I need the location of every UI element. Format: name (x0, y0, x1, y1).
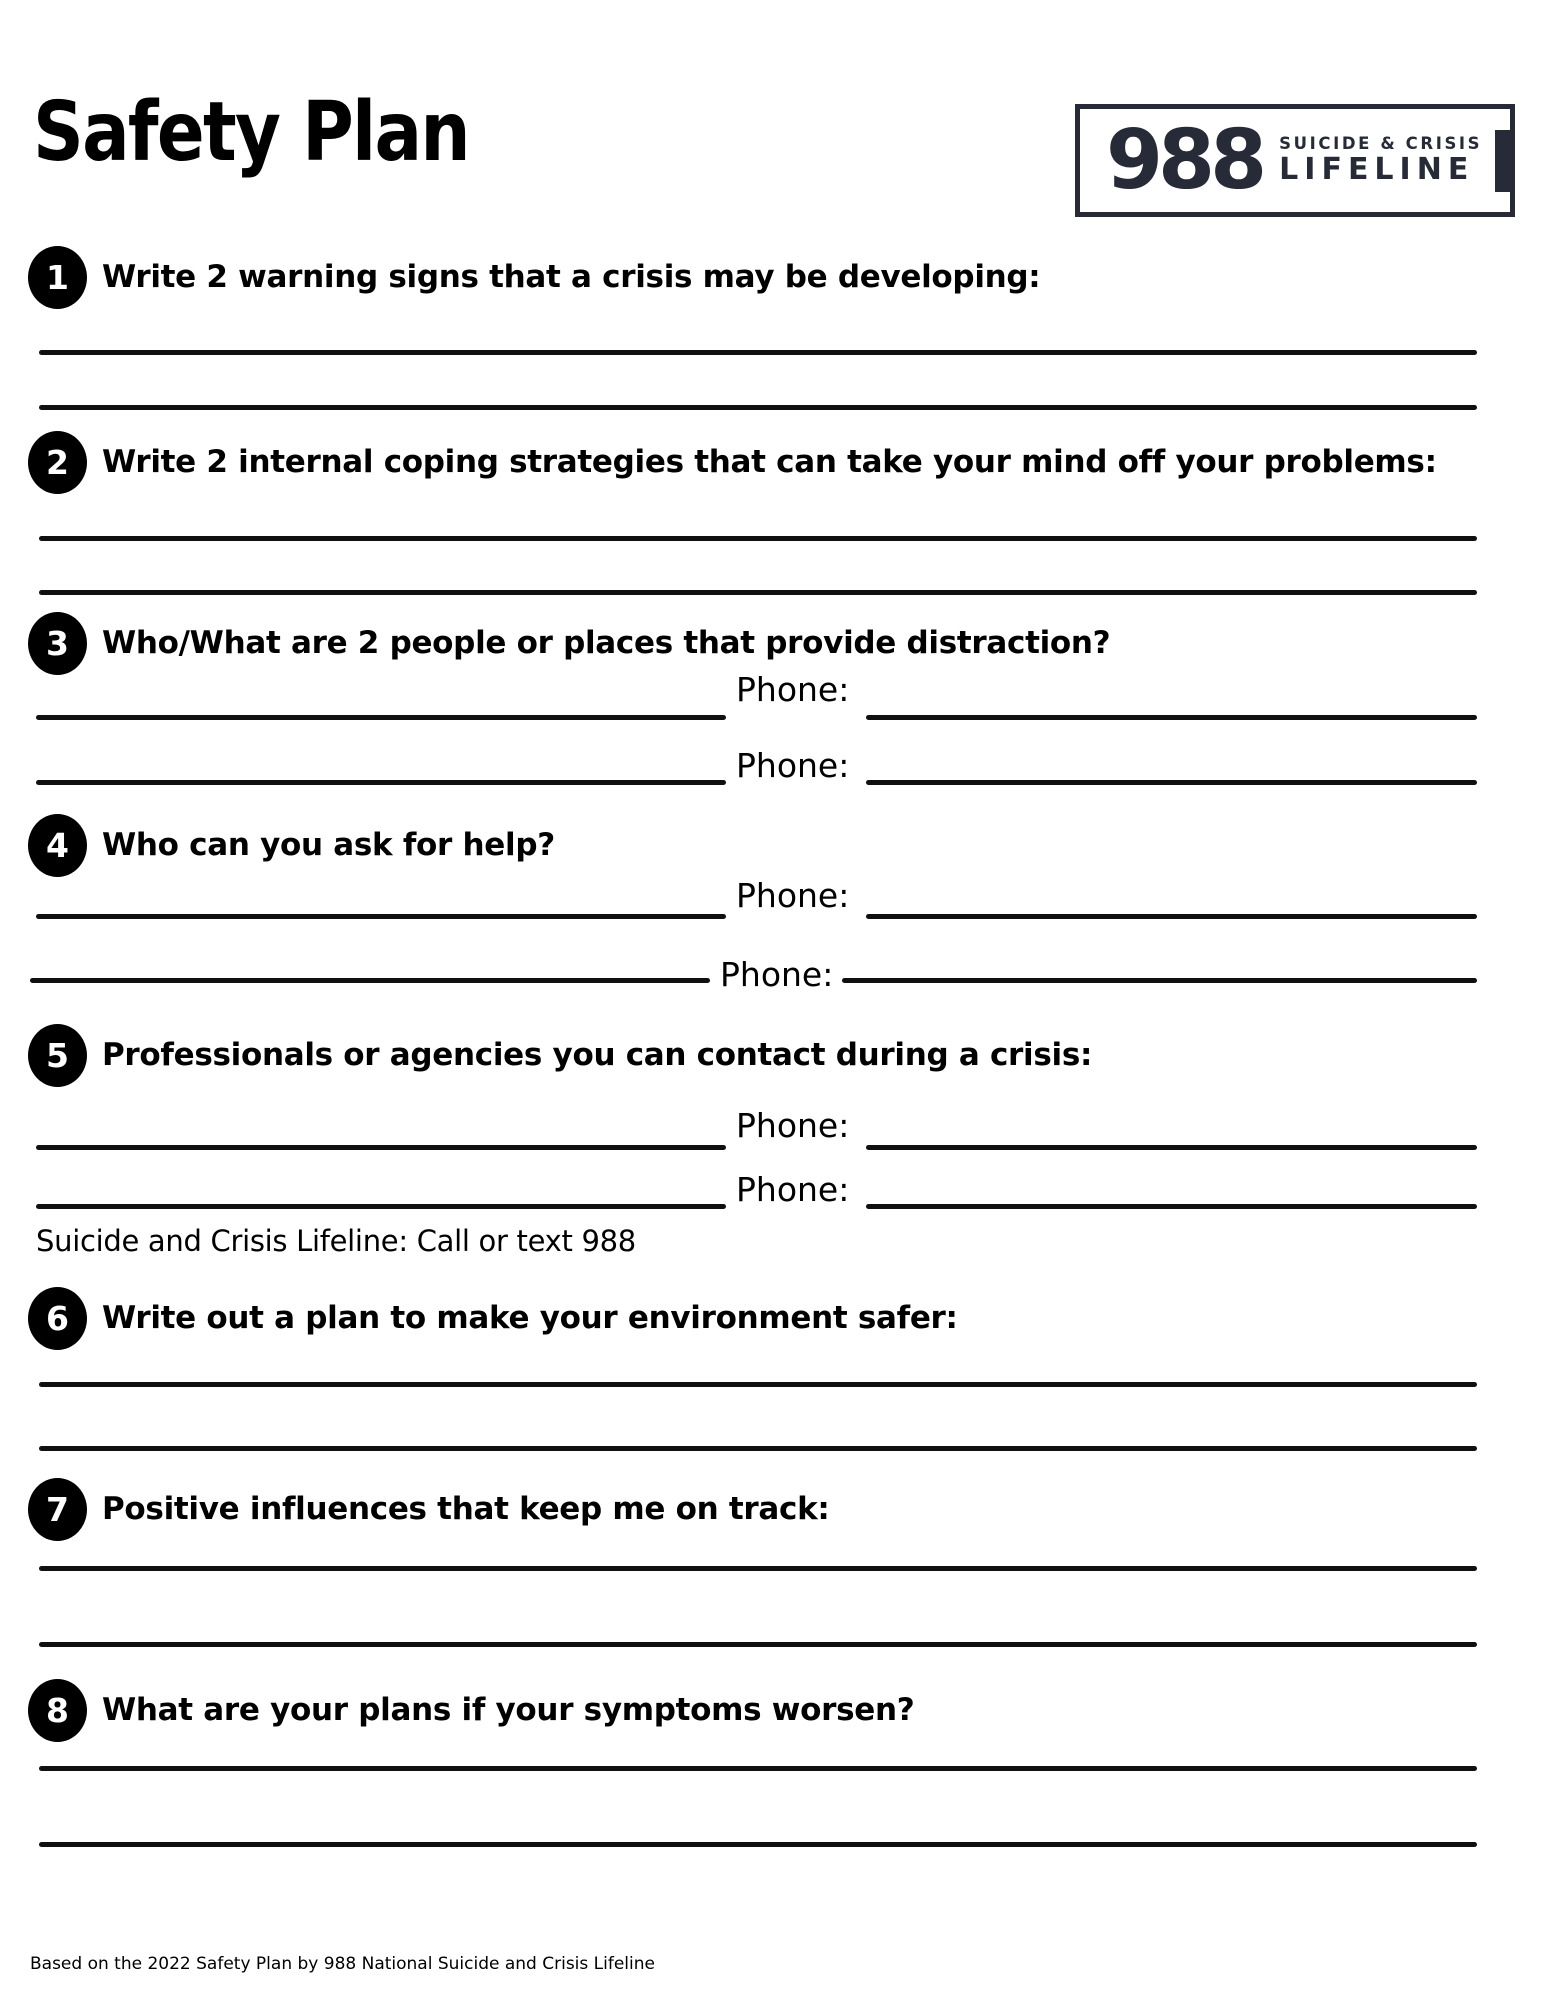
section-7-header (28, 1478, 1515, 1541)
logo-right-tab (1495, 130, 1510, 192)
phone-label: Phone: (736, 746, 850, 785)
phone-number-line[interactable] (842, 978, 1477, 983)
section-title: Write 2 internal coping strategies that can take your mind off your problems: (102, 443, 1437, 480)
answer-line[interactable] (39, 405, 1477, 410)
section-number-badge: 4 (28, 814, 87, 877)
contact-name-line[interactable] (36, 715, 726, 720)
section-number-badge: 8 (28, 1679, 87, 1742)
phone-number-line[interactable] (866, 914, 1477, 919)
logo-text-block (1279, 134, 1482, 188)
section-title: Write 2 warning signs that a crisis may be developing: (102, 258, 1041, 295)
section-title: Professionals or agencies you can contact during a crisis: (102, 1036, 1093, 1073)
lifeline-note: Suicide and Crisis Lifeline: Call or text 988 (36, 1224, 636, 1258)
section-number-badge: 6 (28, 1287, 87, 1350)
answer-line[interactable] (39, 1382, 1477, 1387)
contact-row (0, 748, 1545, 812)
section-3-header (28, 612, 1515, 675)
contact-name-line[interactable] (36, 1204, 726, 1209)
phone-label: Phone: (720, 955, 834, 994)
phone-number-line[interactable] (866, 780, 1477, 785)
section-8-header (28, 1679, 1515, 1742)
section-4-header (28, 814, 1515, 877)
footer-attribution: Based on the 2022 Safety Plan by 988 National Suicide and Crisis Lifeline (30, 1954, 655, 1974)
section-5-header (28, 1024, 1515, 1087)
answer-line[interactable] (39, 1842, 1477, 1847)
contact-name-line[interactable] (36, 914, 726, 919)
logo-wordmark: LIFELINE (1279, 151, 1475, 187)
section-number-badge: 1 (28, 246, 87, 309)
logo-988-number: 988 (1106, 112, 1263, 208)
contact-row (0, 957, 1545, 1021)
section-number-badge: 5 (28, 1024, 87, 1087)
section-title: What are your plans if your symptoms worsen? (102, 1691, 915, 1728)
section-title: Positive influences that keep me on track: (102, 1490, 830, 1527)
section-title: Who/What are 2 people or places that provide distraction? (102, 624, 1111, 661)
answer-line[interactable] (39, 1642, 1477, 1647)
section-title: Who can you ask for help? (102, 826, 555, 863)
section-number-badge: 2 (28, 431, 87, 494)
page-title: Safety Plan (33, 85, 469, 180)
988-lifeline-logo (1075, 104, 1515, 217)
contact-row (0, 878, 1545, 942)
phone-number-line[interactable] (866, 1204, 1477, 1209)
phone-number-line[interactable] (866, 1145, 1477, 1150)
section-2-header (28, 431, 1515, 494)
contact-name-line[interactable] (36, 1145, 726, 1150)
contact-name-line[interactable] (30, 978, 710, 983)
section-number-badge: 7 (28, 1478, 87, 1541)
phone-label: Phone: (736, 670, 850, 709)
answer-line[interactable] (39, 1566, 1477, 1571)
phone-label: Phone: (736, 1106, 850, 1145)
answer-line[interactable] (39, 1766, 1477, 1771)
section-1-header (28, 246, 1515, 309)
contact-name-line[interactable] (36, 780, 726, 785)
contact-row (0, 672, 1545, 736)
answer-line[interactable] (39, 1446, 1477, 1451)
phone-number-line[interactable] (866, 715, 1477, 720)
section-6-header (28, 1287, 1515, 1350)
answer-line[interactable] (39, 590, 1477, 595)
answer-line[interactable] (39, 350, 1477, 355)
section-title: Write out a plan to make your environment safer: (102, 1299, 958, 1336)
section-number-badge: 3 (28, 612, 87, 675)
logo-tagline: SUICIDE & CRISIS (1279, 133, 1483, 153)
answer-line[interactable] (39, 536, 1477, 541)
phone-label: Phone: (736, 1170, 850, 1209)
phone-label: Phone: (736, 876, 850, 915)
contact-row (0, 1108, 1545, 1172)
